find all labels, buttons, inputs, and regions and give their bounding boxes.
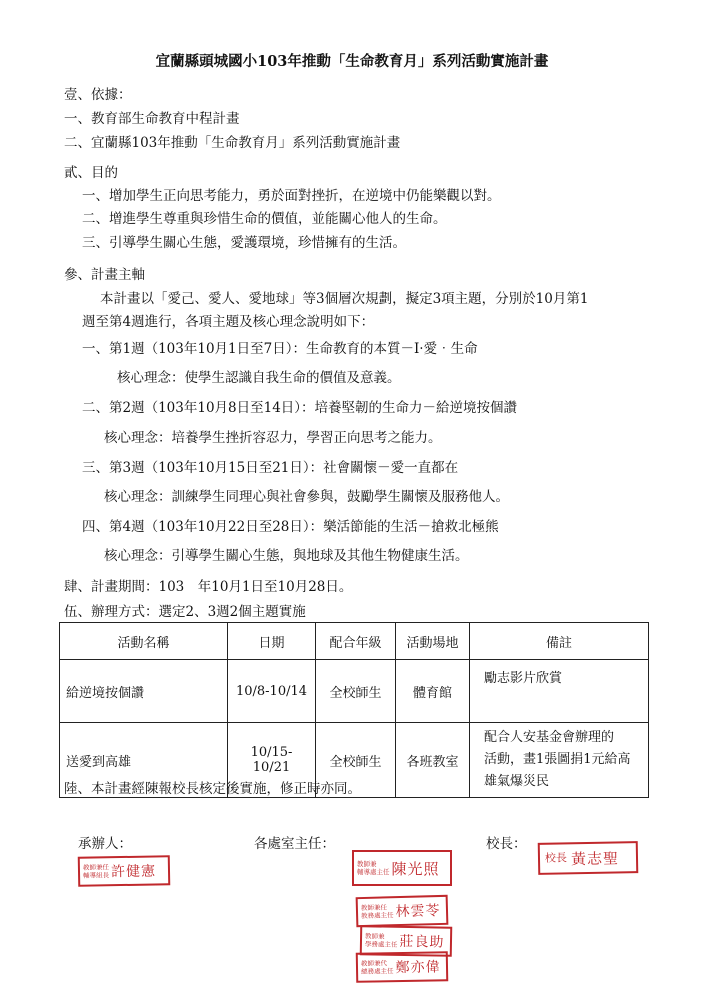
- seal-small-text: 校長: [544, 851, 568, 865]
- table-row: [60, 660, 649, 723]
- section4-period: 肆、計畫期間：103 年10月1日至10月28日。: [64, 579, 353, 595]
- activity-venue: 各班教室: [396, 723, 470, 798]
- table-header: 配合年級: [316, 623, 396, 660]
- remark-line: 雄氣爆災民: [484, 774, 550, 789]
- organizer-label: 承辦人：: [78, 836, 132, 852]
- organizer-seal: [78, 855, 171, 887]
- section2-item: 三、引導學生關心生態，愛護環境，珍惜擁有的生活。: [82, 235, 406, 251]
- week-core-idea: 核心理念：使學生認識自我生命的價值及意義。: [117, 370, 401, 386]
- seal-name: 鄭亦偉: [395, 959, 441, 977]
- activity-venue: 體育館: [396, 660, 470, 723]
- week-title: 三、第3週（103年10月15日至21日）：社會關懷－愛一直都在: [82, 460, 459, 476]
- remark-line: 配合人安基金會辦理的: [484, 730, 615, 745]
- week-title: 二、第2週（103年10月8日至14日）：培養堅韌的生命力－給逆境按個讚: [82, 400, 518, 416]
- section2-item: 二、增進學生尊重與珍惜生命的價值，並能關心他人的生命。: [82, 211, 447, 227]
- principal-label: 校長：: [486, 836, 527, 852]
- week-title: 四、第4週（103年10月22日至28日）：樂活節能的生活－搶救北極熊: [82, 519, 499, 535]
- week-core-idea: 核心理念：培養學生挫折容忍力，學習正向思考之能力。: [104, 430, 442, 446]
- document-title: 宜蘭縣頭城國小103年推動「生命教育月」系列活動實施計畫: [155, 53, 549, 70]
- table-header: 活動場地: [396, 623, 470, 660]
- activity-date: 10/15-10/21: [228, 723, 316, 798]
- seal-small-text: 教師兼 學務處主任: [364, 932, 398, 949]
- section1-item: 一、教育部生命教育中程計畫: [64, 111, 240, 127]
- activity-grade: 全校師生: [316, 723, 396, 798]
- section3-heading: 參、計畫主軸: [64, 267, 145, 283]
- week-title: 一、第1週（103年10月1日至7日）：生命教育的本質－I‧愛‧生命: [82, 341, 478, 357]
- seal-small-text: 教師兼任 輔導組長: [82, 863, 110, 880]
- seal-small-text: 教師兼任 教務處主任: [360, 903, 394, 921]
- seal-name: 黃志聖: [570, 848, 620, 868]
- seal-name: 陳光照: [391, 859, 440, 878]
- section3-intro: 本計畫以「愛己、愛人、愛地球」等3個層次規劃，擬定3項主題，分別於10月第1: [100, 291, 589, 307]
- week-core-idea: 核心理念：訓練學生同理心與社會參與，鼓勵學生關懷及服務他人。: [104, 489, 509, 505]
- section2-heading: 貳、目的: [64, 165, 118, 181]
- director-seal: [356, 895, 449, 927]
- activity-date: 10/8-10/14: [228, 660, 316, 723]
- week-core-idea: 核心理念：引導學生關心生態，與地球及其他生物健康生活。: [104, 548, 469, 564]
- seal-small-text: 教師兼 輔導處主任: [357, 860, 390, 876]
- section2-item: 一、增加學生正向思考能力，勇於面對挫折，在逆境中仍能樂觀以對。: [82, 188, 501, 204]
- seal-name: 莊良助: [399, 933, 445, 951]
- section1-heading: 壹、依據：: [64, 87, 132, 103]
- activity-remark: [470, 723, 649, 798]
- seal-name: 許健憲: [110, 863, 157, 881]
- seal-name: 林雲苓: [395, 902, 441, 921]
- seal-small-text: 教師兼代 總務處主任: [360, 959, 394, 976]
- office-director-label: 各處室主任：: [254, 836, 335, 852]
- table-header: 備註: [470, 623, 649, 660]
- activity-name: 給逆境按個讚: [60, 660, 228, 723]
- activity-table: [59, 622, 649, 798]
- activity-name: 送愛到高雄: [60, 723, 228, 798]
- section6-note: 陸、本計畫經陳報校長核定後實施，修正時亦同。: [64, 781, 361, 797]
- director-seal: [356, 951, 449, 983]
- section3-intro: 週至第4週進行，各項主題及核心理念說明如下：: [82, 314, 375, 330]
- remark-line: 活動，畫1張圖捐1元給高: [484, 752, 631, 767]
- table-header: 日期: [228, 623, 316, 660]
- section5-method: 伍、辦理方式：選定2、3週2個主題實施: [64, 604, 306, 620]
- activity-remark: [470, 660, 649, 723]
- remark-line: 勵志影片欣賞: [484, 671, 563, 686]
- activity-grade: 全校師生: [316, 660, 396, 723]
- section1-item: 二、宜蘭縣103年推動「生命教育月」系列活動實施計畫: [64, 135, 401, 151]
- table-header: 活動名稱: [60, 623, 228, 660]
- principal-seal: [538, 841, 639, 875]
- director-seal: [352, 850, 452, 886]
- table-header-row: [60, 623, 649, 660]
